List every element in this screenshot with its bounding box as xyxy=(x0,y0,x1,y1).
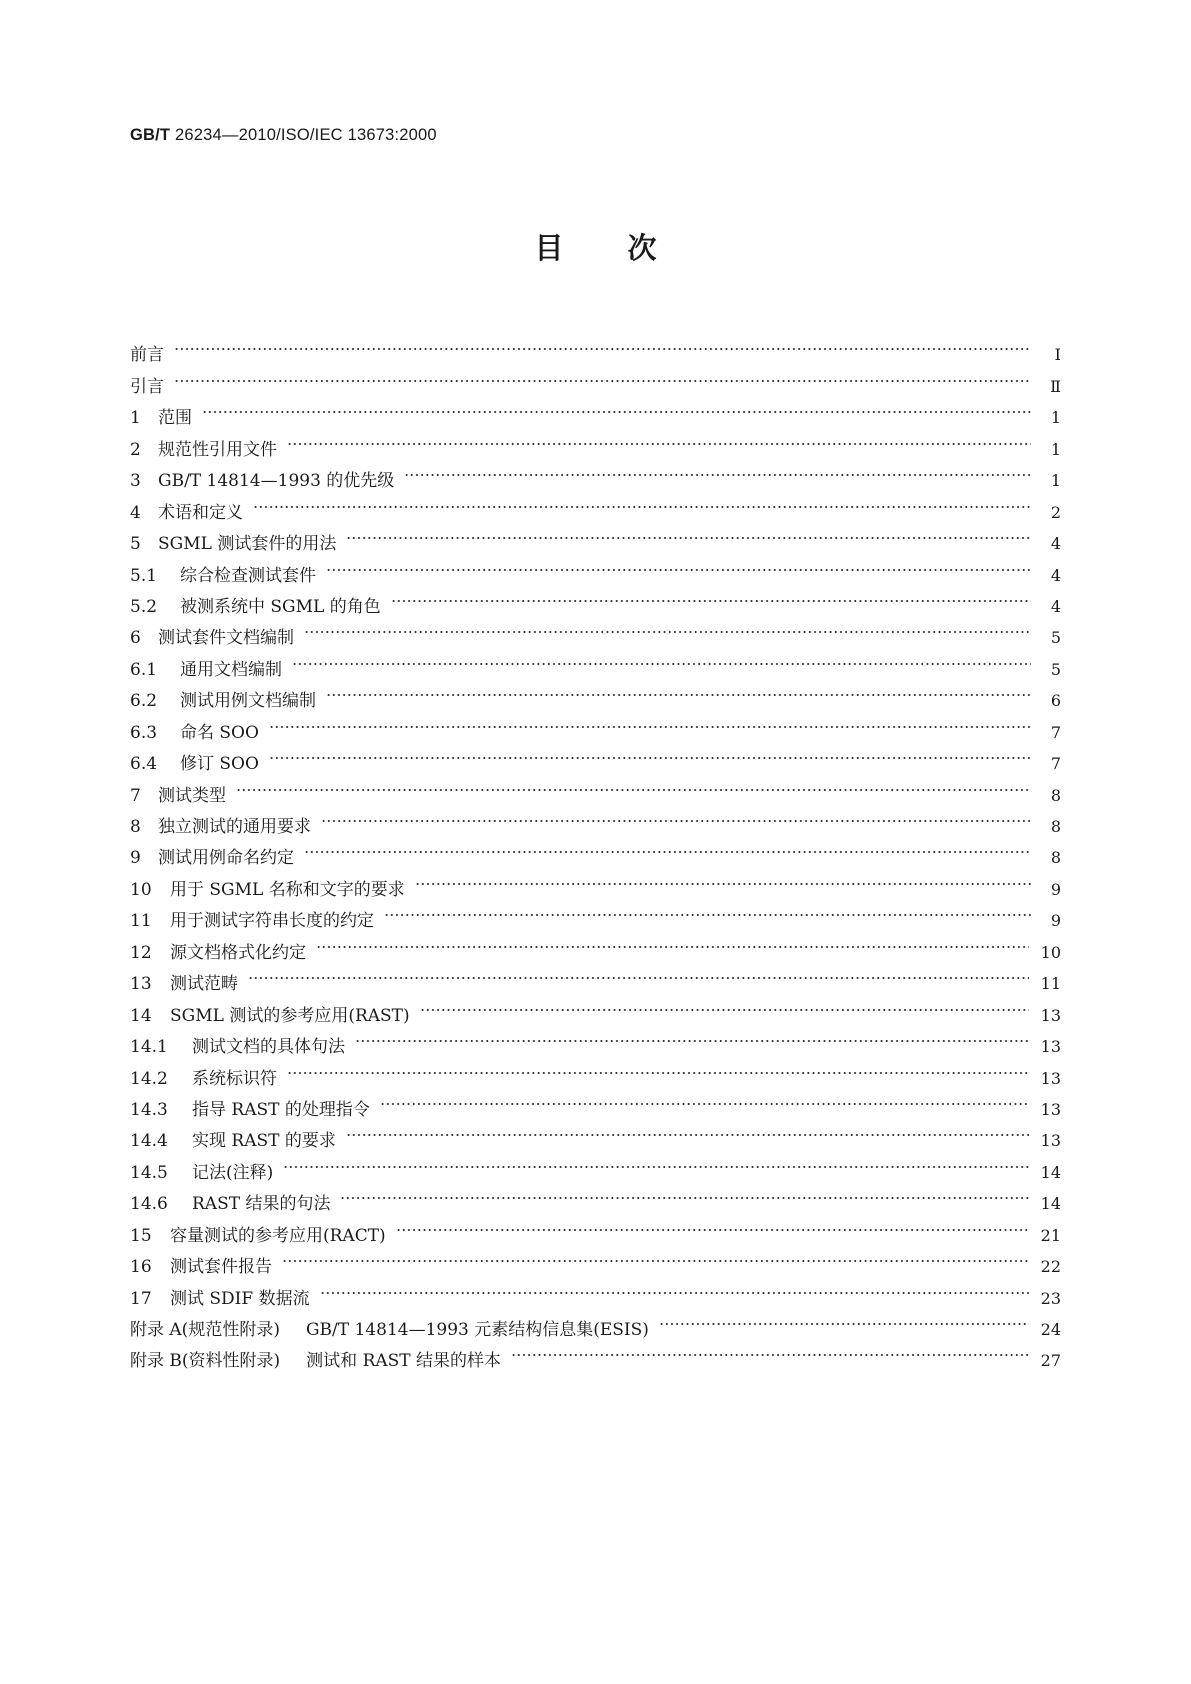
toc-entry-number: 14.1 xyxy=(130,1037,168,1058)
toc-entry[interactable] xyxy=(130,769,1061,806)
standard-code-prefix: GB/T xyxy=(130,126,171,144)
toc-leader-dots xyxy=(336,1178,1032,1209)
toc-entry-number: 附录 A(规范性附录) xyxy=(130,1320,280,1340)
toc-entry-number: 4 xyxy=(130,502,141,523)
toc-entry-page: 8 xyxy=(1050,848,1061,868)
toc-entry-page: 9 xyxy=(1050,879,1061,899)
toc-entry-number: 1 xyxy=(130,408,141,429)
toc-entry-title: 独立测试的通用要求 xyxy=(158,817,311,837)
toc-entry-page: 1 xyxy=(1050,471,1061,491)
toc-entry-page: 14 xyxy=(1040,1194,1061,1214)
toc-entry-number: 9 xyxy=(130,848,141,869)
toc-entry-number: 8 xyxy=(130,817,141,837)
toc-entry-page: 7 xyxy=(1050,722,1061,742)
toc-entry-page: 1 xyxy=(1050,408,1061,428)
toc-entry-number: 15 xyxy=(130,1225,152,1246)
toc-entry-number: 10 xyxy=(130,879,152,900)
toc-leader-dots xyxy=(380,895,1035,926)
toc-entry-title: 记法(注释) xyxy=(192,1162,274,1183)
toc-entry-title: 测试套件文档编制 xyxy=(158,628,294,649)
toc-leader-dots xyxy=(300,612,1035,643)
toc-entry[interactable] xyxy=(130,392,1061,429)
toc-entry-title: 用于 SGML 名称和文字的要求 xyxy=(170,879,405,900)
toc-entry-number: 14.4 xyxy=(130,1131,168,1152)
toc-leader-dots xyxy=(351,1021,1033,1052)
toc-entry-page: 24 xyxy=(1040,1320,1061,1339)
toc-entry-title: 系统标识符 xyxy=(192,1068,277,1089)
standard-code-number: 26234—2010/ISO/IEC 13673:2000 xyxy=(170,126,437,144)
toc-entry-title: 测试类型 xyxy=(158,785,226,806)
toc-entry-page: 7 xyxy=(1050,754,1061,774)
toc-entry-title: 范围 xyxy=(158,408,192,429)
toc-entry-page: 10 xyxy=(1040,942,1061,962)
toc-entry-title: 通用文档编制 xyxy=(180,659,282,680)
toc-entry-number: 14.6 xyxy=(130,1194,168,1215)
toc-entry-title: GB/T 14814—1993 的优先级 xyxy=(158,471,395,492)
toc-entry[interactable] xyxy=(130,360,1061,397)
toc-leader-dots xyxy=(283,423,1035,454)
toc-entry-page: 4 xyxy=(1050,596,1061,616)
toc-entry-page: 6 xyxy=(1050,691,1061,711)
toc-entry-page: 13 xyxy=(1040,1131,1061,1151)
toc-entry-title: 测试用例命名约定 xyxy=(158,848,294,869)
toc-entry-page: 27 xyxy=(1040,1351,1061,1371)
toc-entry-number: 6.3 xyxy=(130,722,158,743)
toc-leader-dots xyxy=(232,769,1035,800)
toc-entry-number: 3 xyxy=(130,471,141,492)
toc-entry-number: 6.4 xyxy=(130,754,158,775)
toc-leader-dots xyxy=(244,958,1033,989)
toc-entry-page: 13 xyxy=(1040,1099,1061,1119)
toc-leader-dots xyxy=(265,706,1035,737)
toc-entry-title: 命名 SOO xyxy=(180,722,259,743)
toc-entry-number: 7 xyxy=(130,785,141,806)
page-title-char-1: 目 xyxy=(534,231,564,265)
toc-entry-page: 5 xyxy=(1050,628,1061,648)
toc-entry-page: 14 xyxy=(1040,1162,1061,1182)
toc-leader-dots xyxy=(300,832,1035,863)
toc-entry-number: 5 xyxy=(130,534,141,555)
toc-leader-dots xyxy=(322,549,1035,580)
toc-entry-title: 测试文档的具体句法 xyxy=(192,1037,345,1058)
page-title-char-2: 次 xyxy=(627,231,657,265)
toc-entry-number: 12 xyxy=(130,942,152,963)
toc-entry[interactable] xyxy=(130,518,1061,555)
toc-entry-number: 6.2 xyxy=(130,691,158,712)
toc-entry-number: 14.2 xyxy=(130,1068,168,1089)
toc-entry[interactable] xyxy=(130,989,1061,1026)
toc-leader-dots xyxy=(278,1241,1033,1272)
toc-entry-title: 修订 SOO xyxy=(180,754,259,775)
toc-leader-dots xyxy=(170,329,1035,360)
toc-leader-dots xyxy=(316,1272,1033,1303)
toc-entry[interactable] xyxy=(130,801,1061,837)
toc-entry-page: 11 xyxy=(1040,974,1061,994)
toc-entry-page: 4 xyxy=(1050,565,1061,585)
toc-entry-title: SGML 测试的参考应用(RAST) xyxy=(170,1005,410,1026)
toc-entry-page: 13 xyxy=(1040,1005,1061,1025)
toc-leader-dots xyxy=(392,1209,1033,1240)
toc-entry-title: 术语和定义 xyxy=(158,502,243,523)
toc-leader-dots xyxy=(198,392,1035,423)
toc-entry-number: 5.2 xyxy=(130,596,158,617)
toc-entry-title: 测试范畴 xyxy=(170,974,238,995)
toc-entry-page: Ⅰ xyxy=(1054,345,1061,365)
toc-leader-dots xyxy=(416,989,1033,1020)
toc-entry-number: 6 xyxy=(130,628,141,649)
toc-entry-title: 指导 RAST 的处理指令 xyxy=(192,1099,370,1120)
toc-entry-title: 容量测试的参考应用(RACT) xyxy=(170,1225,386,1246)
toc-entry-page: 4 xyxy=(1050,534,1061,554)
toc-entry-number: 14.5 xyxy=(130,1162,168,1183)
toc-leader-dots xyxy=(265,738,1035,769)
toc-entry-number: 11 xyxy=(130,911,152,932)
toc-entry-number: 16 xyxy=(130,1257,152,1278)
toc-entry-title: 源文档格式化约定 xyxy=(170,942,306,963)
toc-entry[interactable] xyxy=(130,486,1061,523)
toc-entry-title: GB/T 14814—1993 元素结构信息集(ESIS) xyxy=(305,1320,649,1340)
toc-entry-title: 测试 SDIF 数据流 xyxy=(170,1288,310,1309)
toc-leader-dots xyxy=(507,1335,1033,1366)
toc-entry-page: 5 xyxy=(1050,659,1061,679)
toc-entry-title: 引言 xyxy=(130,376,164,397)
toc-leader-dots xyxy=(249,486,1035,517)
toc-entry-number: 2 xyxy=(130,439,141,460)
toc-leader-dots xyxy=(322,675,1035,706)
toc-entry[interactable] xyxy=(130,706,1061,743)
toc-entry-page: 22 xyxy=(1040,1257,1061,1277)
page-title xyxy=(0,226,1191,267)
toc-leader-dots xyxy=(342,518,1035,549)
toc-entry-page: 1 xyxy=(1050,439,1061,459)
toc-entry-number: 14.3 xyxy=(130,1099,168,1120)
toc-leader-dots xyxy=(279,1146,1032,1177)
toc-entry-title: SGML 测试套件的用法 xyxy=(158,534,337,555)
toc-entry-number: 5.1 xyxy=(130,565,158,586)
toc-leader-dots xyxy=(376,1084,1033,1115)
toc-leader-dots xyxy=(655,1304,1033,1335)
toc-leader-dots xyxy=(400,455,1035,486)
toc-leader-dots xyxy=(288,643,1035,674)
toc-entry-page: 13 xyxy=(1040,1068,1061,1088)
toc-entry-number: 附录 B(资料性附录) xyxy=(130,1351,281,1372)
toc-entry-title: 测试和 RAST 结果的样本 xyxy=(306,1351,502,1372)
toc-entry[interactable] xyxy=(130,423,1061,460)
table-of-contents xyxy=(130,329,1061,1372)
toc-entry-title: 测试用例文档编制 xyxy=(180,691,316,712)
toc-leader-dots xyxy=(170,360,1035,391)
toc-entry-title: 测试套件报告 xyxy=(170,1257,272,1278)
toc-entry-title: 用于测试字符串长度的约定 xyxy=(170,911,374,932)
toc-leader-dots xyxy=(342,1115,1033,1146)
toc-entry-title: 实现 RAST 的要求 xyxy=(192,1131,336,1152)
toc-leader-dots xyxy=(283,1052,1033,1083)
toc-entry-page: 9 xyxy=(1050,911,1061,931)
toc-entry-page: 8 xyxy=(1050,817,1061,836)
toc-leader-dots xyxy=(411,863,1035,894)
toc-entry-number: 13 xyxy=(130,974,152,995)
toc-entry-title: 规范性引用文件 xyxy=(158,439,277,460)
standard-code xyxy=(130,126,437,145)
toc-entry-number: 17 xyxy=(130,1288,152,1309)
toc-entry[interactable] xyxy=(130,329,1061,366)
toc-entry-number: 14 xyxy=(130,1005,152,1026)
toc-leader-dots xyxy=(312,926,1033,957)
toc-entry-title: 被测系统中 SGML 的角色 xyxy=(180,596,381,617)
toc-entry-page: 21 xyxy=(1040,1225,1061,1245)
toc-entry[interactable] xyxy=(130,738,1061,775)
toc-entry-title: 综合检查测试套件 xyxy=(180,565,316,586)
toc-entry-number: 6.1 xyxy=(130,659,158,680)
toc-entry-page: 8 xyxy=(1050,785,1061,805)
toc-leader-dots xyxy=(387,581,1035,612)
toc-entry-title: 前言 xyxy=(130,345,164,366)
toc-leader-dots xyxy=(317,801,1035,832)
toc-entry[interactable] xyxy=(130,958,1061,995)
toc-entry-title: RAST 结果的句法 xyxy=(192,1194,331,1215)
toc-entry-page: 23 xyxy=(1040,1288,1061,1308)
toc-entry-page: Ⅱ xyxy=(1050,376,1061,396)
toc-entry-page: 2 xyxy=(1050,502,1061,522)
toc-entry-page: 13 xyxy=(1040,1037,1061,1057)
